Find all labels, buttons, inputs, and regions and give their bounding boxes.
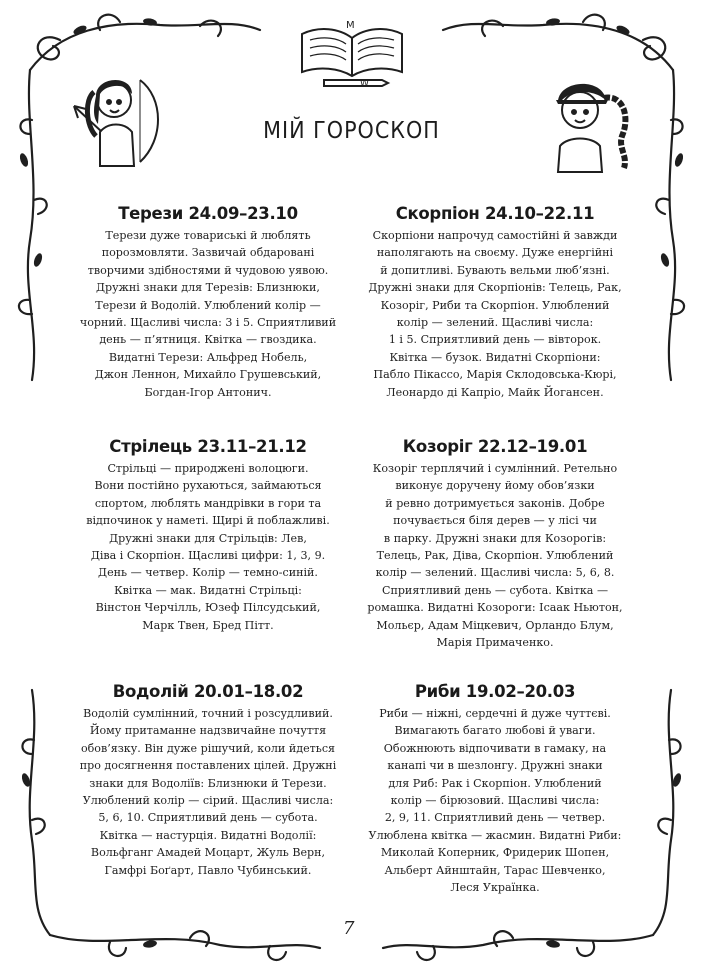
sign-title: Риби 19.02–20.03 bbox=[414, 682, 576, 701]
svg-text:M: M bbox=[346, 20, 355, 31]
sign-description: Риби — ніжні, сердечні й дуже чуттєві. Вимагають багато любові й уваги. Обожнюють відпочивати в гамаку, на канапі чи в шезлонгу. Дружні знаки для Риб: Рак і Скорпіон. Улюблений колір — бірюзовий. Щасливі числа: 2, 9, 11. Сприятливий день — четвер. Улюблена квітка — жасмин. Видатні Риби: Миколай Коперник, Фридерик Шопен, Альберт Айнштайн, Тарас Шевченко, Леся Українка. bbox=[368, 707, 622, 895]
sign-title: Скорпіон 24.10–22.11 bbox=[395, 204, 595, 223]
sign-title: Стрілець 23.11–21.12 bbox=[109, 437, 307, 456]
svg-text:W: W bbox=[360, 79, 369, 88]
sign-description: Скорпіони напрочуд самостійні й завжди наполягають на своєму. Дуже енергійні й допитливі. Бувають вельми люб’язні. Дружні знаки для Скорпіонів: Телець, Рак, Козоріг, Риби та Скорпіон. Улюблений колір — зелений. Щасливі числа: 1 і 5. Сприятливий день — вівторок. Квітка — бузок. Видатні Скорпіони: Пабло Пікассо, Марія Склодовська-Кюрі, Леонардо ді Капріо, Майк Йогансен. bbox=[368, 229, 622, 399]
sign-scorpio bbox=[345, 204, 645, 401]
page-number: 7 bbox=[343, 918, 355, 939]
sign-sagittarius bbox=[58, 437, 358, 634]
page-title: МІЙ ГОРОСКОП bbox=[263, 118, 440, 144]
sign-title: Водолій 20.01–18.02 bbox=[112, 682, 304, 701]
sign-title: Терези 24.09–23.10 bbox=[118, 204, 298, 223]
sign-description: Стрільці — природжені волоцюги. Вони постійно рухаються, займаються спортом, люблять мандрівки в гори та відпочинок у наметі. Щирі й поблажливі. Дружні знаки для Стрільців: Лев, Діва і Скорпіон. Щасливі цифри: 1, 3, 9. День — четвер. Колір — темно-синій. Квітка — мак. Видатні Стрільці: Вінстон Черчілль, Юзеф Пілсудський, Марк Твен, Бред Пітт. bbox=[86, 462, 330, 632]
sign-aquarius bbox=[58, 682, 358, 879]
sign-description: Водолій сумлінний, точний і розсудливий. Йому притаманне надзвичайне почуття обов’язку. Він дуже рішучий, коли йдеться про досягнення поставлених цілей. Дружні знаки для Водоліїв: Близнюки й Терези. Улюблений колір — сірий. Щасливі числа: 5, 6, 10. Сприятливий день — субота. Квітка — настурція. Видатні Водолії: Вольфганг Амадей Моцарт, Жуль Верн, Гамфрі Боґарт, Павло Чубинський. bbox=[79, 707, 337, 877]
sign-description: Козоріг терплячий і сумлінний. Ретельно виконує доручену йому обов’язки й ревно дотримується законів. Добре почувається біля дерев — у лісі чи в парку. Дружні знаки для Козорогів: Телець, Рак, Діва, Скорпіон. Улюблений колір — зелений. Щасливі числа: 5, 6, 8. Сприятливий день — субота. Квітка — ромашка. Видатні Козороги: Ісаак Ньютон, Мольєр, Адам Міцкевич, Орландо Блум, Марія Примаченко. bbox=[367, 462, 623, 650]
sign-libra bbox=[58, 204, 358, 401]
sign-pisces bbox=[345, 682, 645, 896]
sign-description: Терези дуже товариські й люблять порозмовляти. Зазвичай обдаровані творчими здібностями й чудовою уявою. Дружні знаки для Терезів: Близнюки, Терези й Водолій. Улюблений колір — чорний. Щасливі числа: 3 і 5. Сприятливий день — п’ятниця. Квітка — гвоздика. Видатні Терези: Альфред Нобель, Джон Леннон, Михайло Грушевський, Богдан-Ігор Антонич. bbox=[79, 229, 337, 399]
open-book-icon bbox=[294, 16, 410, 88]
sign-capricorn bbox=[345, 437, 645, 651]
sign-title: Козоріг 22.12–19.01 bbox=[402, 437, 588, 456]
